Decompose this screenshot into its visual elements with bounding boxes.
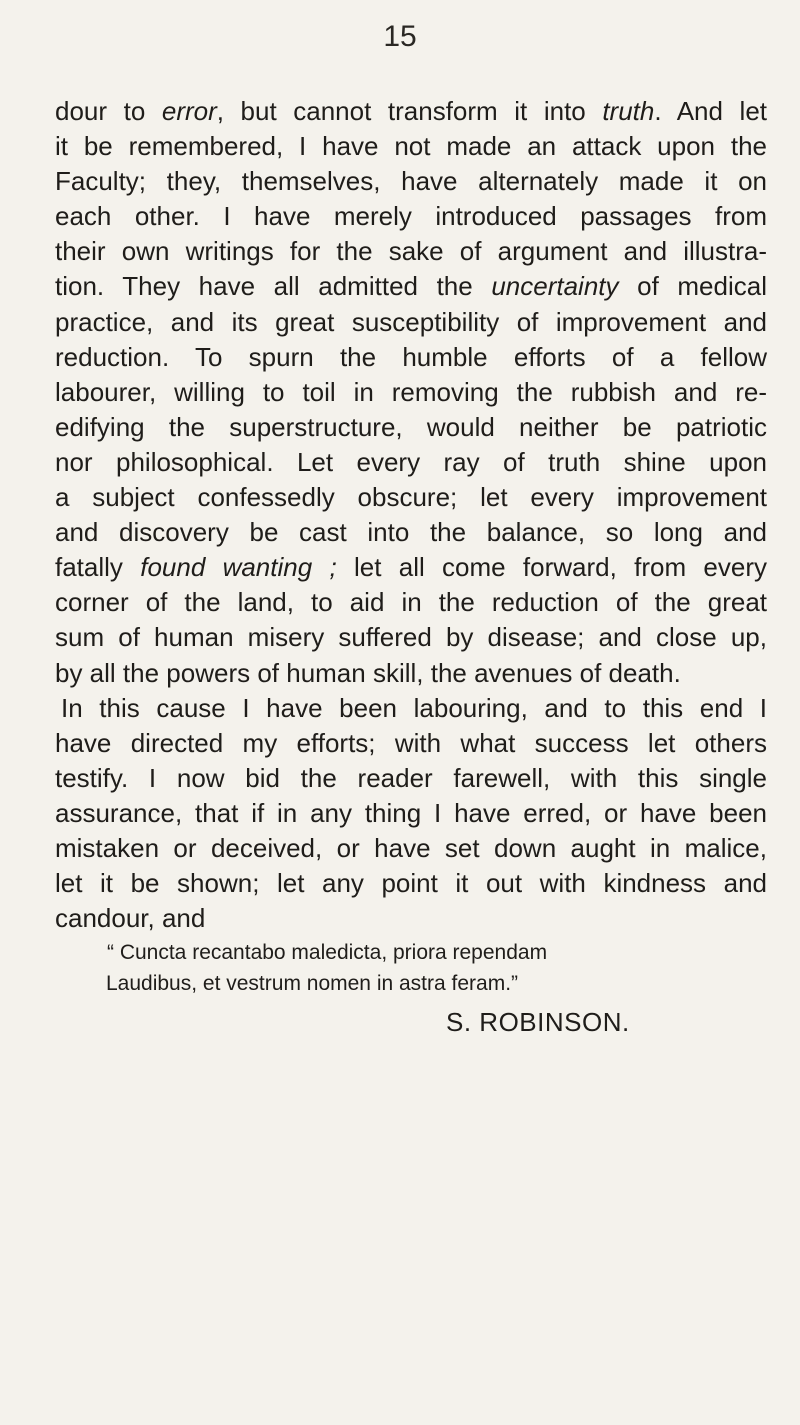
text-line: their own writings for the sake of argument and illustra- xyxy=(55,236,767,267)
text-line: reduction. To spurn the humble efforts of a fellow xyxy=(55,341,767,372)
text-line: tion. They have all admitted the uncertainty of medical xyxy=(55,271,767,302)
text-line: mistaken or deceived, or have set down aught in malice, xyxy=(55,832,767,863)
text-line: corner of the land, to aid in the reduction of the great xyxy=(55,587,767,618)
page-number: 15 xyxy=(383,20,417,53)
text-line: a subject confessedly obscure; let every improvement xyxy=(55,482,767,513)
text-line: by all the powers of human skill, the avenues of death. xyxy=(55,657,681,688)
text-line: assurance, that if in any thing I have erred, or have been xyxy=(55,797,767,828)
text-line: sum of human misery suffered by disease; and close up, xyxy=(55,622,767,653)
text-line: candour, and xyxy=(55,903,206,934)
text-line: fatally found wanting ; let all come forward, from every xyxy=(55,552,767,583)
text-line: each other. I have merely introduced passages from xyxy=(55,201,767,232)
author-signature: S. ROBINSON. xyxy=(446,1007,630,1037)
text-line: have directed my efforts; with what success let others xyxy=(55,727,767,758)
quote-line: Laudibus, et vestrum nomen in astra feram.” xyxy=(106,972,519,995)
text-line: testify. I now bid the reader farewell, with this single xyxy=(55,762,767,793)
text-line: In this cause I have been labouring, and to this end I xyxy=(61,692,767,723)
text-line: nor philosophical. Let every ray of truth shine upon xyxy=(55,446,767,477)
text-line: dour to error, but cannot transform it into truth. And let xyxy=(55,96,768,126)
latin-quotation xyxy=(107,937,547,999)
text-line: practice, and its great susceptibility of improvement and xyxy=(55,306,767,337)
text-line: Faculty; they, themselves, have alternately made it on xyxy=(55,166,767,197)
text-line: let it be shown; let any point it out with kindness and xyxy=(55,868,767,899)
text-line: and discovery be cast into the balance, so long and xyxy=(55,517,767,548)
quote-line: “ Cuncta recantabo maledicta, priora rependam xyxy=(107,941,548,964)
body-text xyxy=(55,94,767,936)
text-line: edifying the superstructure, would neither be patriotic xyxy=(55,411,767,442)
text-line: it be remembered, I have not made an attack upon the xyxy=(55,131,767,162)
text-line: labourer, willing to toil in removing the rubbish and re- xyxy=(55,376,767,407)
